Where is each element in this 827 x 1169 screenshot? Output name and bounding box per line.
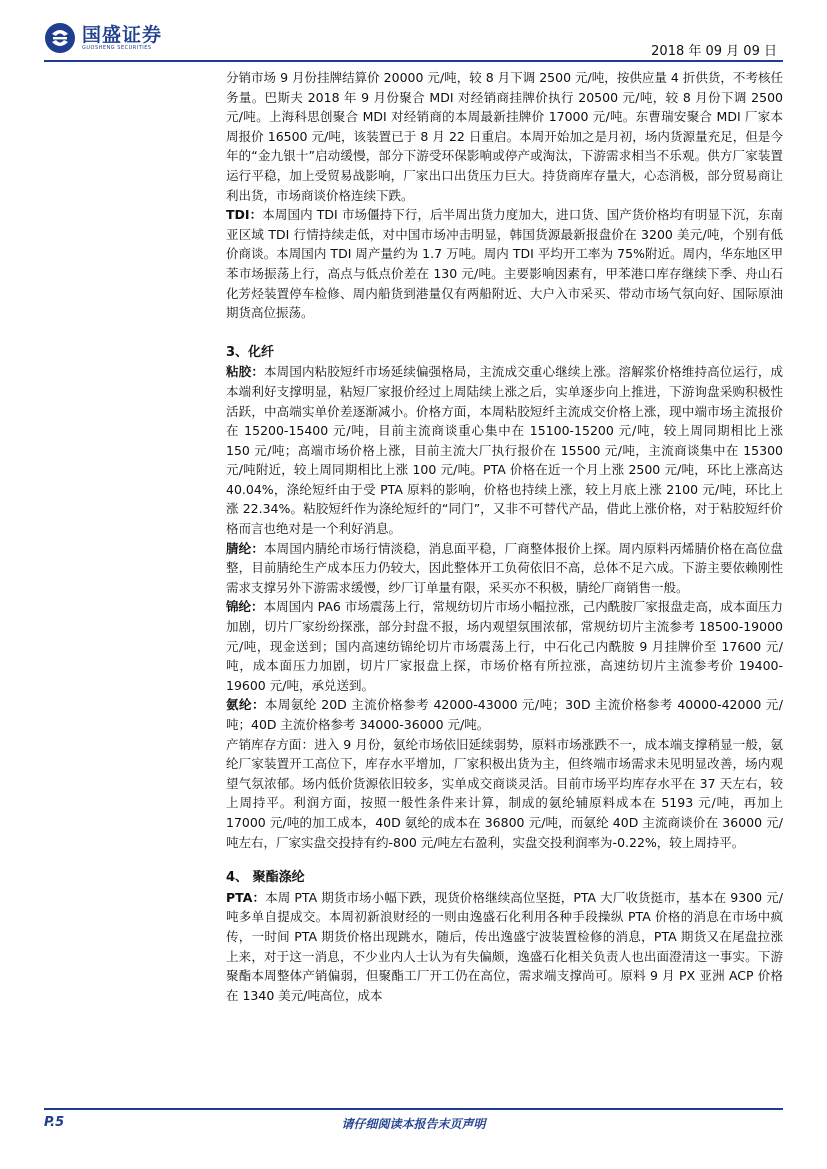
viscose-text: 本周国内粘胶短纤市场延续偏强格局，主流成交重心继续上涨。溶解浆价格维持高位运行，成本端利好支撑明显，粘短厂家报价经过上周陆续上涨之后，实单逐步向上推进，下游询盘采购积极性活跃，中高端实单价差逐渐减小。价格方面，本周粘胶短纤主流成交价格上涨，现中端市场主流报价在 15200-15400 元/吨，目前主流商谈重心集中在 15100-15200 元/吨，较上周同期相比上涨 150 元/吨；高端市场价格上涨，目前主流大厂执行报价在 15500 元/吨，主流商谈集中在 15300 元/吨附近，较上周同期相比上涨 100 元/吨。PTA 价格在近一个月上涨 2500 元/吨，环比上涨高达 40.04%，涤纶短纤由于受 PTA 原料的影响，价格也持续上涨，较上月底上涨 2100 元/吨，环比上涨 22.34%。粘胶短纤作为涤纶短纤的“同门”，又非不可替代产品，借此上涨价格，对于粘胶短纤价格而言也绝对是一个利好消息。 — [226, 364, 783, 537]
disclaimer-note: 请仔细阅读本报告末页声明 — [341, 1117, 486, 1131]
mdi-paragraph: 分销市场 9 月份挂牌结算价 20000 元/吨，较 8 月下调 2500 元/吨，按供应量 4 折供货，不考核任务量。巴斯夫 2018 年 9 月份聚合 MDI 对经销商挂牌价执行 20500 元/吨，较 8 月份下调 2500 元/吨。上海科思创聚合 MDI 对经销商的本周最新挂牌价 17000 元/吨。东曹瑞安聚合 MDI 厂家本周报价 16500 元/吨，该装置已于 8 月 22 日重启。本周开始加之是月初，场内货源量充足，但是今年的“金九银十”启动缓慢，部分下游受环保影响或停产或淘汰，下游需求相当不乐观。供方厂家装置运行平稳，加上受贸易战影响，厂家出口出货压力巨大。持货商库存量大，心态消极，部分贸易商让利出货，市场商谈价格连续下跌。 — [226, 70, 783, 203]
acrylic-paragraph — [226, 539, 783, 598]
company-logo — [44, 22, 162, 54]
nylon-paragraph — [226, 597, 783, 695]
pta-text: 本周 PTA 期货市场小幅下跌，现货价格继续高位坚挺，PTA 大厂收货挺市，基本在 9300 元/吨多单自提成交。本周初新浪财经的一则由逸盛石化利用各种手段操纵 PTA 价格的消息在市场中疯传，一时间 PTA 期货价格出现跳水，随后，传出逸盛宁波装置检修的消息，PTA 期货又在尾盘拉涨上来，对于这一消息，不少业内人士认为有失偏颇，逸盛石化相关负责人也出面澄清这一事实。下游聚酯本周整体产销偏弱，但聚酯工厂开工仍在高位，需求端支撑尚可。原料 9 月 PX 亚洲 ACP 价格在 1340 美元/吨高位，成本 — [226, 889, 783, 1003]
report-date: 2018 年 09 月 09 日 — [651, 44, 777, 59]
section-3-title: 3、化纤 — [226, 344, 275, 360]
report-body — [226, 68, 783, 1005]
spandex-label: 氨纶： — [226, 697, 265, 713]
pta-paragraph — [226, 888, 783, 1006]
page-number: P.5 — [44, 1115, 65, 1130]
acrylic-text: 本周国内腈纶市场行情淡稳，消息面平稳，厂商整体报价上探。周内原料丙烯腈价格在高位盘整，目前腈纶生产成本压力仍较大，因此整体开工负荷依旧不高，总体不足六成。下游主要依赖刚性需求支撑另外下游需求缓慢，纱厂订单量有限，采买亦不积极，腈纶厂商销售一般。 — [226, 540, 783, 595]
company-name: 国盛证券 — [82, 23, 163, 46]
page-header — [0, 0, 827, 66]
nylon-text: 本周国内 PA6 市场震荡上行，常规纺切片市场小幅拉涨，己内酰胺厂家报盘走高，成本面压力加剧，切片厂家纷纷探涨，部分封盘不报，场内观望氛围浓郁，常规纺切片主流参考 18500-19000 元/吨，现金送到；国内高速纺锦纶切片市场震荡上行，中石化己内酰胺 9 月挂牌价至 17600 元/吨，成本面压力加剧，切片厂家报盘上探，市场价格有所拉涨，高速纺切片主流参考价 19400-19600 元/吨，承兑送到。 — [226, 599, 783, 693]
pta-label: PTA： — [226, 889, 266, 905]
spandex-text: 本周氨纶 20D 主流价格参考 42000-43000 元/吨；30D 主流价格参考 40000-42000 元/吨；40D 主流价格参考 34000-36000 元/吨。 — [226, 697, 783, 732]
viscose-label: 粘胶： — [226, 364, 264, 380]
company-name-en: GUOSHENG SECURITIES — [82, 44, 152, 51]
guosheng-logo-icon — [44, 22, 76, 54]
spandex-paragraph — [226, 695, 783, 734]
tdi-label: TDI： — [226, 207, 263, 223]
tdi-paragraph — [226, 205, 783, 323]
viscose-paragraph — [226, 362, 783, 538]
acrylic-label: 腈纶： — [226, 540, 264, 556]
spandex-inventory-paragraph: 产销库存方面：进入 9 月份，氨纶市场依旧延续弱势，原料市场涨跌不一，成本端支撑稍显一般，氨纶厂家装置开工高位下，库存水平增加，厂家积极出货为主，但终端市场需求未见明显改善，场内观望气氛浓郁。场内低价货源依旧较多，实单成交商谈灵活。目前市场平均库存水平在 37 天左右，较上周持平。利润方面，按照一般性条件来计算，制成的氨纶辅原料成本在 5193 元/吨，再加上 17000 元/吨的加工成本，40D 氨纶的成本在 36800 元/吨，而氨纶 40D 主流商谈价在 36000 元/吨左右，厂家实盘交投持有约-800 元/吨左右盈利，实盘交投利润率为-0.22%，较上周持平。 — [226, 736, 783, 850]
header-divider — [44, 60, 783, 62]
footer-divider — [44, 1108, 783, 1110]
section-4-title: 4、 聚酯涤纶 — [226, 870, 305, 886]
tdi-text: 本周国内 TDI 市场僵持下行，后半周出货力度加大，进口货、国产货价格均有明显下沉，东南亚区域 TDI 行情持续走低，对中国市场冲击明显，韩国货源最新报盘价在 3200 美元/吨，个别有低价商谈。本周国内 TDI 周产量约为 1.7 万吨。周内 TDI 平均开工率为 75%附近。周内，华东地区甲苯市场振荡上行，高点与低点价差在 130 元/吨。主要影响因素有，甲苯港口库存继续下季、舟山石化芳烃装置停车检修、周内船货到港量仅有两船附近、大户入市采买、带动市场气氛向好、国际原油期货高位振荡。 — [226, 207, 783, 321]
nylon-label: 锦纶： — [226, 599, 264, 615]
